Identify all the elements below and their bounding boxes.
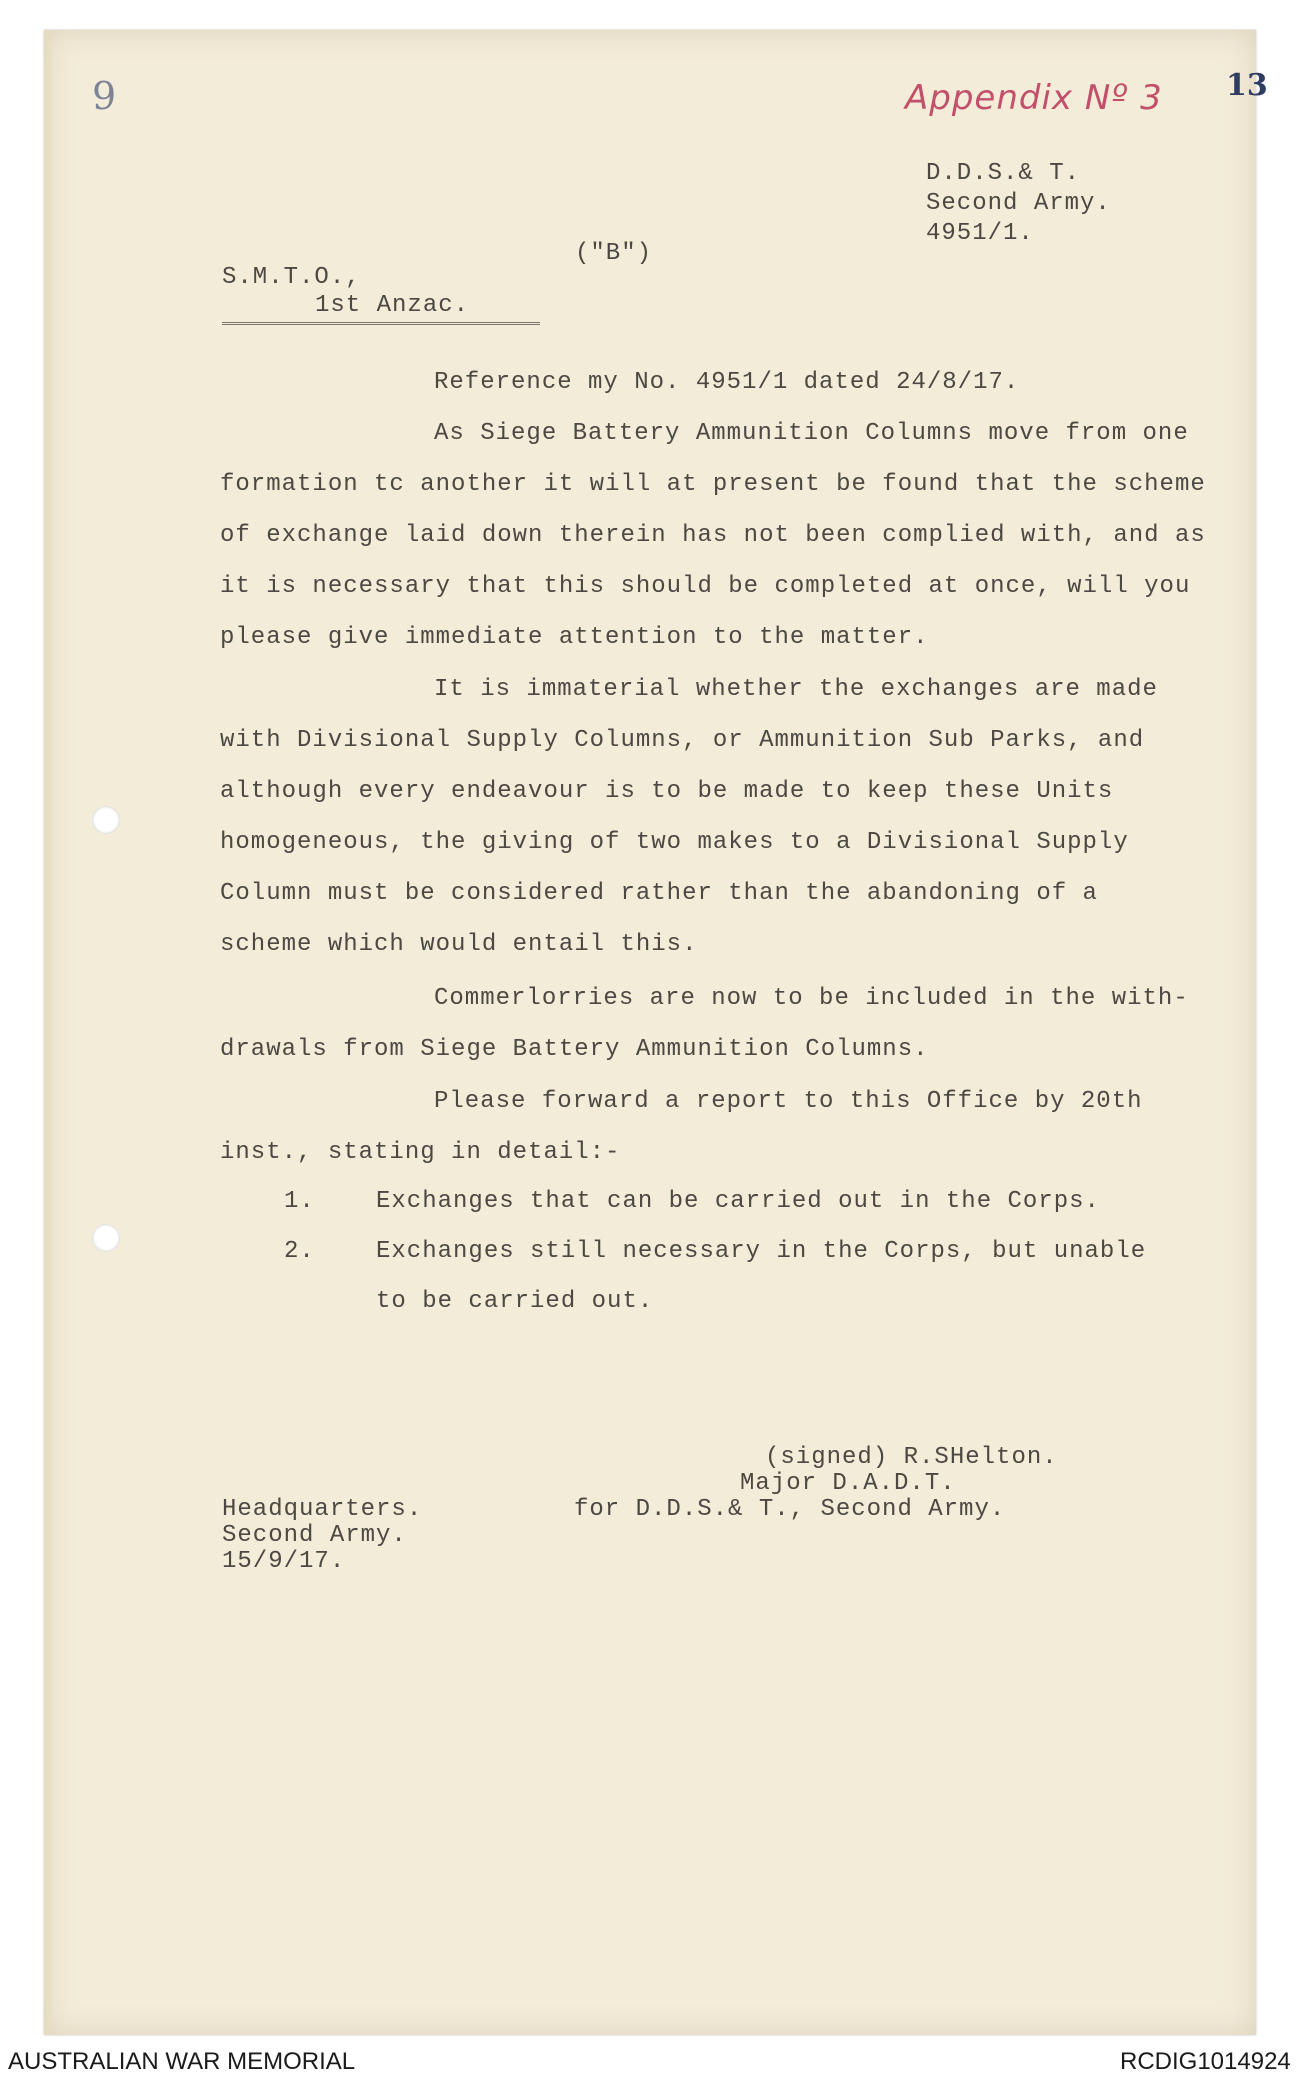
list-item-number: 2.	[284, 1238, 315, 1265]
paragraph-line: As Siege Battery Ammunition Columns move from one	[434, 420, 1189, 447]
signature-line-3: for D.D.S.& T., Second Army.	[574, 1496, 1006, 1523]
page-edge	[44, 30, 54, 2035]
paragraph-2	[220, 408, 1210, 663]
paragraph-4	[220, 973, 1210, 1075]
signature-line-2: Major D.A.D.T.	[740, 1470, 956, 1497]
paragraph-line: drawals from Siege Battery Ammunition Columns.	[220, 1036, 929, 1063]
origin-line-2: Second Army.	[222, 1522, 407, 1549]
addressee-underline	[222, 322, 540, 325]
paragraph-line: of exchange laid down therein has not been complied with, and as	[220, 522, 1206, 549]
punch-hole-bottom	[92, 1224, 120, 1252]
paragraph-line: it is necessary that this should be completed at once, will you	[220, 573, 1191, 600]
punch-hole-top	[92, 806, 120, 834]
paragraph-line: homogeneous, the giving of two makes to a Divisional Supply	[220, 829, 1129, 856]
reference-line-3: 4951/1.	[926, 220, 1034, 247]
footer-record-id: RCDIG1014924	[1120, 2048, 1291, 2075]
paragraph-line: Reference my No. 4951/1 dated 24/8/17.	[434, 369, 1020, 396]
addressee-line-2: 1st Anzac.	[315, 292, 470, 319]
reference-line-2: Second Army.	[926, 190, 1111, 217]
paragraph-line: although every endeavour is to be made to keep these Units	[220, 778, 1114, 805]
footer-institution: AUSTRALIAN WAR MEMORIAL	[8, 2048, 356, 2075]
signature-line-1: (signed) R.SHelton.	[765, 1444, 1058, 1471]
list-item-text: to be carried out.	[376, 1288, 654, 1315]
paragraph-line: Please forward a report to this Office by 20th	[434, 1088, 1143, 1115]
paragraph-line: scheme which would entail this.	[220, 931, 698, 958]
origin-line-3: 15/9/17.	[222, 1548, 346, 1575]
paragraph-1	[220, 357, 1210, 408]
paragraph-line: Column must be considered rather than the abandoning of a	[220, 880, 1098, 907]
paragraph-line: please give immediate attention to the matter.	[220, 624, 929, 651]
paragraph-line: It is immaterial whether the exchanges are made	[434, 676, 1158, 703]
addressee-line-1: S.M.T.O.,	[222, 264, 361, 291]
folio-number-left: 9	[92, 74, 117, 118]
appendix-annotation: Appendix Nº 3	[905, 78, 1163, 118]
paragraph-line: Commerlorries are now to be included in the with-	[434, 985, 1189, 1012]
paragraph-3	[220, 664, 1210, 970]
paragraph-5	[220, 1076, 1210, 1178]
list-item-text: Exchanges that can be carried out in the Corps.	[376, 1188, 1100, 1215]
folio-number-right: 13	[1226, 68, 1268, 103]
list-item-number: 1.	[284, 1188, 315, 1215]
reference-line-1: D.D.S.& T.	[926, 160, 1081, 187]
classification-mark: ("B")	[575, 240, 653, 267]
paragraph-line: inst., stating in detail:-	[220, 1139, 621, 1166]
list-item-text: Exchanges still necessary in the Corps, but unable	[376, 1238, 1147, 1265]
paragraph-line: with Divisional Supply Columns, or Ammunition Sub Parks, and	[220, 727, 1145, 754]
origin-line-1: Headquarters.	[222, 1496, 423, 1523]
paragraph-line: formation tc another it will at present be found that the scheme	[220, 471, 1206, 498]
